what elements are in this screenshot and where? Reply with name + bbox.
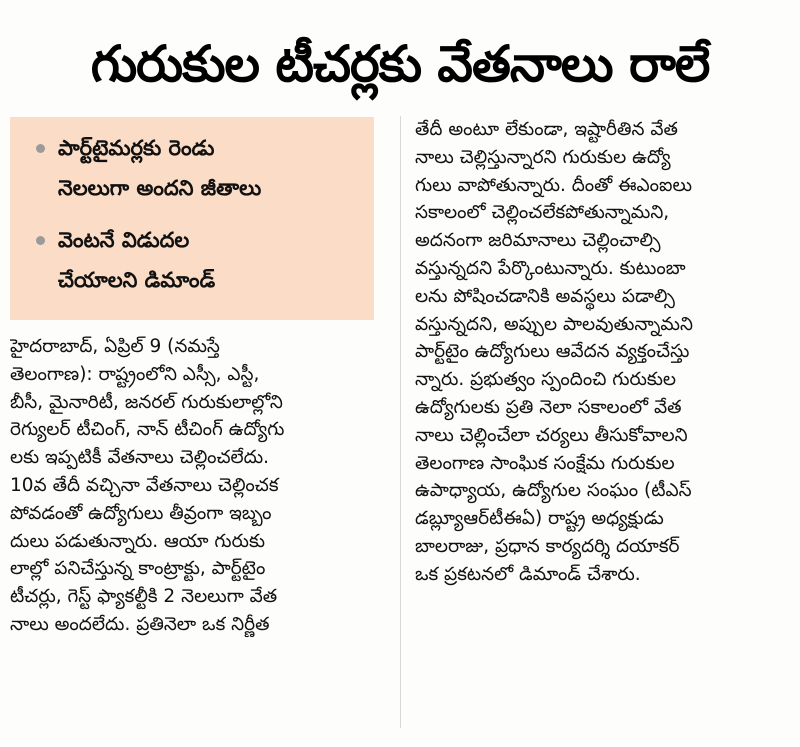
bullet-dot-icon <box>36 236 45 245</box>
text-line: నాలు అందలేదు. ప్రతినెలా ఒక నిర్ణీత <box>10 613 270 635</box>
text-line: పార్ట్‌టైం ఉద్యోగులు ఆవేదన వ్యక్తంచేస్తు <box>415 341 690 363</box>
text-line: ఉపాధ్యాయ, ఉద్యోగుల సంఘం (టీఎస్ <box>415 480 692 502</box>
text-line: తేదీ అంటూ లేకుండా, ఇష్టారీతిన వేత <box>415 119 678 140</box>
text-line: లను పోషించడానికి అవస్థలు పడాల్సి <box>415 285 675 307</box>
text-line: 10వ తేదీ వచ్చినా వేతనాలు చెల్లించక <box>10 474 279 496</box>
highlight-line: చేయాలని డిమాండ్ <box>58 268 216 292</box>
text-line: న్నారు. ప్రభుత్వం స్పందించి గురుకుల <box>415 369 677 391</box>
text-line: వస్తున్నదని పేర్కొంటున్నారు. కుటుంబా <box>415 257 686 279</box>
column-divider <box>400 116 401 728</box>
highlight-line: పార్ట్‌టైమర్లకు రెండు <box>58 136 215 160</box>
right-column <box>415 116 790 589</box>
text-line: బీసీ, మైనారిటీ, జనరల్ గురుకులాల్లోని <box>10 391 283 413</box>
highlight-bullet <box>32 131 372 203</box>
text-line: డబ్ల్యూఆర్‌టీఈఏ) రాష్ట్ర అధ్యక్షుడు <box>415 508 664 530</box>
text-line: నాలు చెల్లించేలా చర్యలు తీసుకోవాలని <box>415 424 688 446</box>
text-line: అదనంగా జరిమానాలు చెల్లించాల్సి <box>415 230 661 252</box>
text-line: పోవడంతో ఉద్యోగులు తీవ్రంగా ఇబ్బం <box>10 502 272 524</box>
left-column <box>10 333 382 639</box>
text-line: హైదరాబాద్, ఏప్రిల్ 9 (నమస్తే <box>10 336 220 357</box>
text-line: లకు ఇప్పటికీ వేతనాలు చెల్లించలేదు. <box>10 447 270 469</box>
highlight-line: వెంటనే విడుదల <box>58 228 190 252</box>
text-line: లాల్లో పనిచేస్తున్న కాంట్రాక్టు, పార్ట్‌టైం <box>10 558 266 580</box>
text-line: టీచర్లు, గెస్ట్ ఫ్యాకల్టీకి 2 నెలలుగా వేత <box>10 586 278 608</box>
text-line: సకాలంలో చెల్లించలేకపోతున్నామని, <box>415 202 670 224</box>
text-line: తెలంగాణ): రాష్ట్రంలోని ఎస్సీ, ఎస్టీ, <box>10 363 260 385</box>
text-line: దులు పడుతున్నారు. ఆయా గురుకు <box>10 530 266 552</box>
highlight-bullet <box>32 223 372 295</box>
text-line: ఒక ప్రకటనలో డిమాండ్ చేశారు. <box>415 563 641 585</box>
text-line: రెగ్యులర్ టీచింగ్, నాన్ టీచింగ్ ఉద్యోగు <box>10 419 285 441</box>
highlight-box <box>10 117 374 320</box>
text-line: గులు వాపోతున్నారు. దీంతో ఈఎంఐలు <box>415 174 692 196</box>
text-line: ఉద్యోగులకు ప్రతి నెలా సకాలంలో వేత <box>415 396 682 418</box>
text-line: బాలరాజు, ప్రధాన కార్యదర్శి దయాకర్ <box>415 535 680 557</box>
headline: గురుకుల టీచర్లకు వేతనాలు రాలే <box>90 35 710 93</box>
text-line: వస్తున్నదని, అప్పుల పాలవుతున్నామని <box>415 313 693 335</box>
highlight-line: నెలలుగా అందని జీతాలు <box>58 176 262 200</box>
text-line: నాలు చెల్లిస్తున్నారని గురుకుల ఉద్యో <box>415 146 671 168</box>
bullet-dot-icon <box>36 144 45 153</box>
text-line: తెలంగాణ సాంఘిక సంక్షేమ గురుకుల <box>415 452 675 474</box>
